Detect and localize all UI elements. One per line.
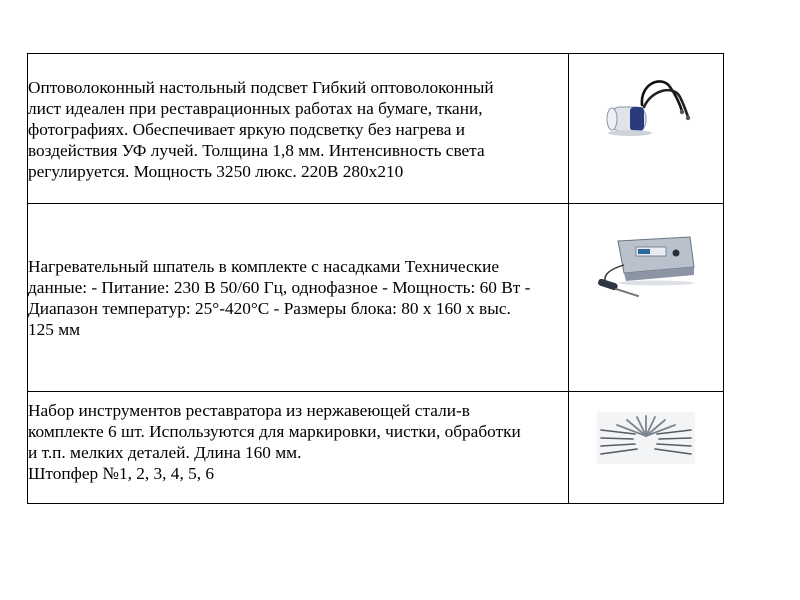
description-line: Набор инструментов реставратора из нержавеющей стали-в	[28, 401, 470, 420]
description-line: данные: - Питание: 230 В 50/60 Гц, однофазное - Мощность: 60 Вт -	[28, 277, 531, 297]
description-line: фотографиях. Обеспечивает яркую подсветку без нагрева и	[28, 120, 465, 139]
product-description	[28, 392, 569, 504]
table-row	[28, 392, 724, 504]
product-description	[28, 204, 569, 392]
description-line: Диапазон температур: 25°-420°C - Размеры блока: 80 х 160 х выс.	[28, 298, 511, 318]
product-image-cell	[569, 204, 724, 392]
table-row	[28, 54, 724, 204]
description-line: Нагревательный шпатель в комплекте с насадками Технические	[28, 256, 499, 276]
description-line: лист идеален при реставрационных работах на бумаге, ткани,	[28, 99, 483, 118]
description-line: регулируется. Мощность 3250 люкс. 220В 280х210	[28, 162, 404, 181]
description-line: воздействия УФ лучей. Толщина 1,8 мм. Интенсивность света	[28, 141, 485, 160]
description-line: комплекте 6 шт. Используются для маркировки, чистки, обработки	[28, 422, 521, 441]
description-line: Штопфер №1, 2, 3, 4, 5, 6	[28, 464, 215, 483]
description-line: и т.п. мелких деталей. Длина 160 мм.	[28, 443, 302, 462]
product-description	[28, 54, 569, 204]
table-row	[28, 204, 724, 392]
fiber-optic-light-image	[600, 77, 692, 137]
product-image-cell	[569, 392, 724, 504]
product-image-cell	[569, 54, 724, 204]
steel-tools-image	[597, 412, 695, 464]
product-table	[27, 53, 724, 504]
description-line: Оптоволоконный настольный подсвет Гибкий оптоволоконный	[28, 78, 494, 97]
heating-spatula-image	[594, 233, 698, 299]
description-line: 125 мм	[28, 319, 81, 339]
